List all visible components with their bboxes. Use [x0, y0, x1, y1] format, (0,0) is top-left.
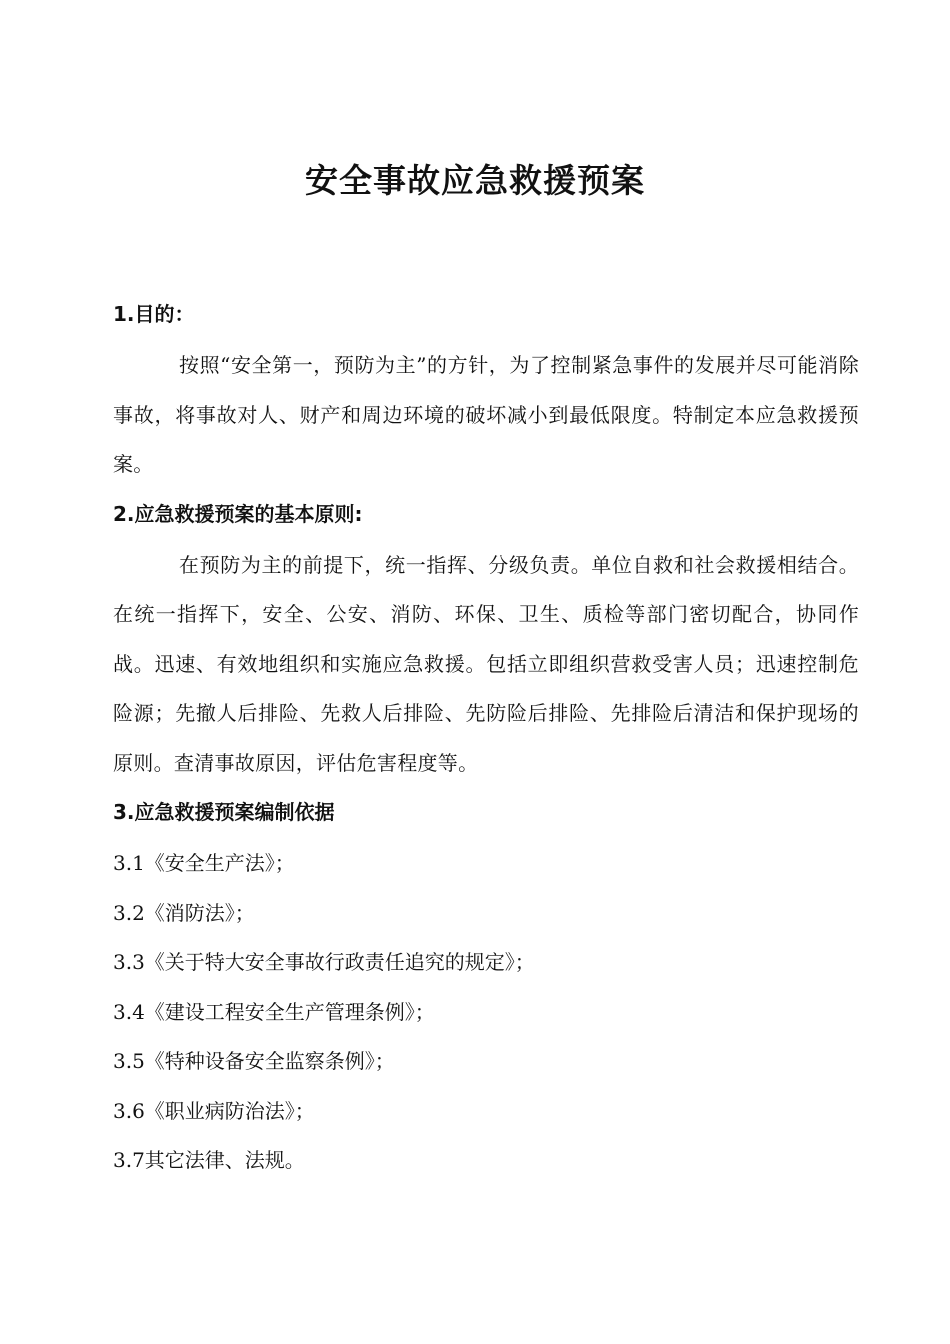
section-paragraph-principles: 在预防为主的前提下，统一指挥、分级负责。单位自救和社会救援相结合。在统一指挥下，安全、公安、消防、环保、卫生、质检等部门密切配合，协同作战。迅速、有效地组织和实施应急救援。包括立即组织营救受害人员；迅速控制危险源；先撤人后排险、先救人后排险、先防险后排险、先排险后清洁和保护现场的原则。查清事故原因，评估危害程度等。	[113, 552, 859, 775]
basis-list	[113, 839, 859, 1186]
section-heading-basis: 3.应急救援预案编制依据	[113, 800, 335, 824]
list-item: 3.4《建设工程安全生产管理条例》；	[113, 999, 435, 1024]
section-heading-principles: 2.应急救援预案的基本原则:	[113, 501, 363, 526]
section-heading-purpose: 1.目的：	[113, 302, 195, 326]
list-item: 3.6《职业病防治法》；	[113, 1098, 315, 1123]
section-paragraph-purpose: 按照“安全第一，预防为主”的方针，为了控制紧急事件的发展并尽可能消除事故，将事故对人、财产和周边环境的破坏减小到最低限度。特制定本应急救援预案。	[113, 353, 859, 476]
list-item: 3.1《安全生产法》；	[113, 851, 295, 875]
list-item: 3.3《关于特大安全事故行政责任追究的规定》；	[113, 950, 535, 974]
list-item: 3.5《特种设备安全监察条例》；	[113, 1049, 395, 1073]
list-item: 3.7其它法律、法规。	[113, 1148, 305, 1172]
list-item: 3.2《消防法》；	[113, 900, 255, 925]
document-title: 安全事故应急救援预案	[305, 161, 645, 200]
document-body	[113, 290, 859, 1186]
